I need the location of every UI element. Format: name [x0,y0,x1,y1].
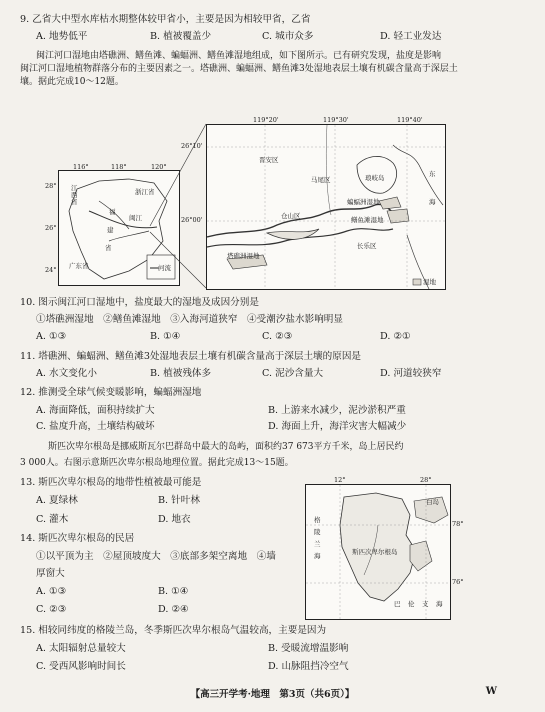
lat-76: 76° [452,578,464,586]
river-legend-label: 河流 [158,264,171,272]
q10-stem: 10. 图示闽江河口湿地中，盐度最大的湿地及成因分别是 [20,297,259,308]
page-footer: 【高三开学考·地理 第3页（共6页）】 [190,689,355,700]
changle-district-label: 长乐区 [357,242,377,250]
bianfuzhou-wetland-label: 蝙蝠洲湿地 [347,198,380,206]
white-island-label: 白岛 [426,498,439,506]
sea-label: 海 [429,198,436,206]
lon-118: 118° [111,163,127,171]
langqi-island-label: 琅岐岛 [365,174,385,182]
q14-statements-line2: 厚窗大 [36,568,65,579]
sheng-label: 省 [105,244,112,252]
wetland-legend-label: 湿地 [423,278,436,286]
lon-119-30: 119°30' [323,116,349,124]
greenland-sea-char1: 格 [314,516,321,524]
q14-option-c: C. ②③ [36,604,67,615]
passage1-line2: 闽江河口湿地植物群落分布的主要因素之一。塔礁洲、蝙蝠洲、鳝鱼滩3处湿地表层土壤有机碳含量高于深层土 [20,64,458,74]
tajiaozhou-wetland-label: 塔礁洲湿地 [227,252,260,260]
passage2-line2: 3 000人。右图示意斯匹次卑尔根岛地理位置。据此完成13～15题。 [20,458,294,468]
barents-sea-char2: 伦 [408,600,415,608]
q9-option-a: A. 地势低平 [36,31,88,42]
q11-stem: 11. 塔礁洲、蝙蝠洲、鳝鱼滩3处湿地表层土壤有机碳含量高于深层土壤的原因是 [20,351,362,362]
q11-option-c: C. 泥沙含量大 [262,368,324,379]
q9-option-c: C. 城市众多 [262,31,314,42]
jinan-district-label: 晋安区 [259,156,279,164]
q9-stem: 9. 乙省大中型水库枯水期整体较甲省小，主要是因为相较甲省，乙省 [20,14,311,25]
passage1-line1: 闽江河口湿地由塔礁洲、鳝鱼滩、蝙蝠洲、鳝鱼滩湿地组成，如下图所示。已有研究发现，盐度是影响 [36,51,442,61]
q12-option-d: D. 海面上升，海洋灾害大幅减少 [268,421,407,432]
q15-option-c: C. 受西风影响时间长 [36,661,126,672]
q14-option-a: A. ①③ [36,586,67,597]
greenland-sea-char2: 陵 [314,528,321,536]
lat-24: 24° [45,266,57,274]
q15-option-b: B. 受暖流增温影响 [268,643,349,654]
lon-120: 120° [151,163,167,171]
q15-option-d: D. 山脉阻挡冷空气 [268,661,349,672]
q12-option-a: A. 海面降低，面积持续扩大 [36,405,155,416]
barents-sea-char1: 巴 [394,600,401,608]
greenland-sea-char4: 海 [314,552,321,560]
q10-option-a: A. ①③ [36,331,67,342]
lat-28: 28° [45,182,57,190]
q12-option-c: C. 盐度升高，土壤结构破坏 [36,421,155,432]
q15-option-a: A. 太阳辐射总量较大 [36,643,126,654]
q11-option-a: A. 水文变化小 [36,368,97,379]
q13-option-c: C. 灌木 [36,514,69,525]
passage2-line1: 斯匹次卑尔根岛是挪威斯瓦尔巴群岛中最大的岛屿，面积约37 673平方千米，岛上居民约 [48,442,404,452]
fu-label: 福 [109,208,116,216]
q13-option-b: B. 针叶林 [158,495,200,506]
minjiang-label: 闽江 [129,214,142,222]
shanyutan-wetland-label: 鳝鱼滩湿地 [351,216,384,224]
q15-stem: 15. 相较同纬度的格陵兰岛，冬季斯匹次卑尔根岛气温较高，主要是因为 [20,625,327,636]
passage1-line3: 壤。据此完成10～12题。 [20,77,124,87]
q13-option-d: D. 地衣 [158,514,191,525]
guangdong-label: 广东省 [69,262,89,270]
jian-label: 建 [107,226,114,234]
q10-option-c: C. ②③ [262,331,293,342]
lon-12: 12° [334,476,346,484]
spitsbergen-label: 斯匹次卑尔根岛 [352,548,398,556]
q12-option-b: B. 上游来水减少，泥沙淤积严重 [268,405,406,416]
q10-option-d: D. ②① [380,331,411,342]
zhejiang-label: 浙江省 [135,188,155,196]
jiangxi-label: 江西省 [71,184,78,206]
barents-sea-char3: 支 [422,600,429,608]
cangshan-district-label: 仓山区 [281,212,301,220]
svalbard-map [305,476,464,620]
east-label: 东 [429,170,436,178]
lon-119-20: 119°20' [253,116,279,124]
estuary-svg [207,125,445,289]
q12-stem: 12. 推测受全球气候变暖影响，蝙蝠洲湿地 [20,387,202,398]
greenland-sea-char3: 兰 [314,540,321,548]
mawei-district-label: 马尾区 [311,176,331,184]
lat-78: 78° [452,520,464,528]
q11-option-d: D. 河道较狭窄 [380,368,442,379]
lat-26: 26° [45,224,57,232]
lat-26-10: 26°10' [181,142,203,150]
lon-28: 28° [420,476,432,484]
q14-statements-line1: ①以平顶为主 ②屋顶坡度大 ③底部多架空离地 ④墙 [36,551,276,562]
q9-option-d: D. 轻工业发达 [380,31,442,42]
lon-119-40: 119°40' [397,116,423,124]
q14-stem: 14. 斯匹次卑尔根岛的民居 [20,533,135,544]
q11-option-b: B. 植被残体多 [150,368,212,379]
q9-option-b: B. 植被覆盖少 [150,31,212,42]
lat-26-00: 26°00' [181,216,203,224]
minjiang-estuary-map [181,116,446,290]
q10-statements: ①塔礁洲湿地 ②鳝鱼滩湿地 ③入海河道狭窄 ④受潮汐盐水影响明显 [36,314,343,325]
q14-option-d: D. ②④ [158,604,189,615]
q13-stem: 13. 斯匹次卑尔根岛的地带性植被最可能是 [20,477,202,488]
barents-sea-char4: 海 [436,600,443,608]
q13-option-a: A. 夏绿林 [36,495,78,506]
corner-mark: W [485,686,497,697]
q10-option-b: B. ①④ [150,331,181,342]
lon-116: 116° [73,163,89,171]
q14-option-b: B. ①④ [158,586,189,597]
